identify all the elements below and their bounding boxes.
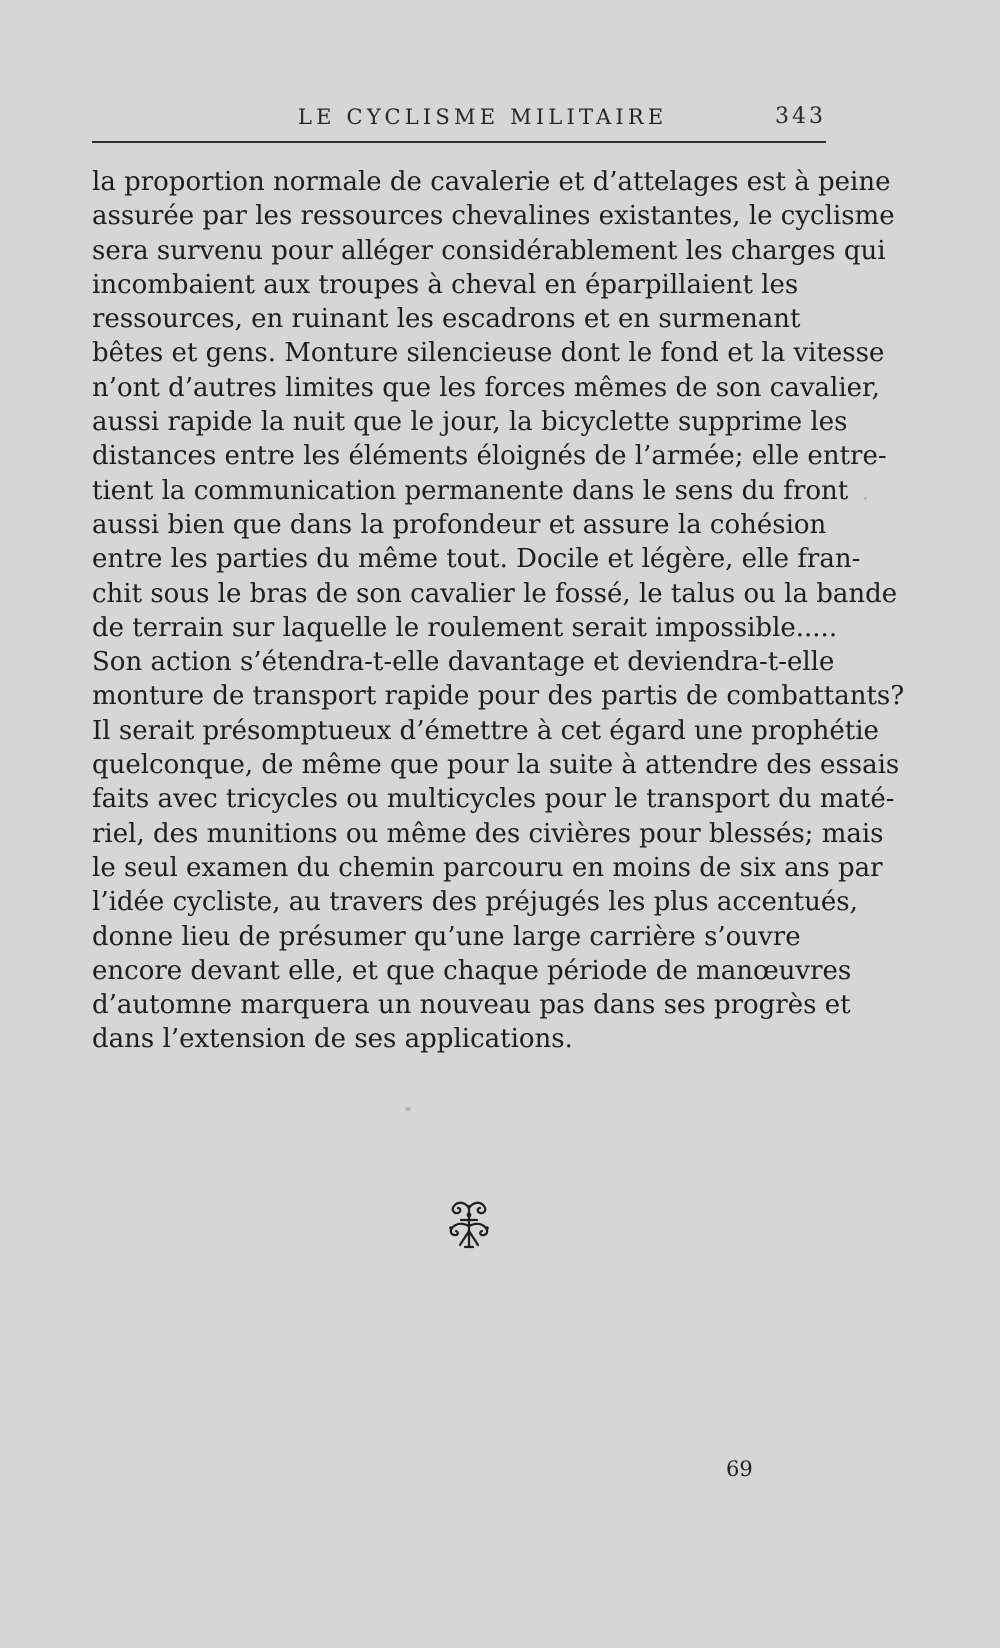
text-line: quelconque, de même que pour la suite à attendre des essais (92, 750, 900, 781)
text-line: dans l’extension de ses applications. (92, 1024, 573, 1055)
text-line: Il serait présomptueux d’émettre à cet égard une prophétie (92, 715, 879, 746)
text-line: le seul examen du chemin parcouru en moins de six ans par (92, 852, 883, 883)
text-line: aussi bien que dans la profondeur et assure la cohésion (92, 509, 827, 540)
paper-speck (405, 1107, 411, 1111)
text-line: ressources, en ruinant les escadrons et en surmenant (92, 304, 801, 335)
text-line: tient la communication permanente dans le sens du front (92, 475, 849, 506)
text-line: distances entre les éléments éloignés de l’armée; elle entre- (92, 441, 887, 472)
text-line: n’ont d’autres limites que les forces mêmes de son cavalier, (92, 372, 880, 403)
page-number: 343 (775, 104, 826, 129)
text-line: incombaient aux troupes à cheval en éparpillaient les (92, 269, 799, 300)
text-line: de terrain sur laquelle le roulement serait impossible..... (92, 612, 838, 643)
text-line: monture de transport rapide pour des partis de combattants? (92, 681, 905, 712)
text-line: la proportion normale de cavalerie et d’attelages est à peine (92, 167, 891, 197)
text-line: aussi rapide la nuit que le jour, la bicyclette supprime les (92, 407, 848, 438)
text-line: chit sous le bras de son cavalier le fossé, le talus ou la bande (92, 578, 898, 609)
paper-speck (864, 497, 867, 500)
signature-mark: 69 (726, 1457, 753, 1481)
text-line: sera survenu pour alléger considérablement les charges qui (92, 235, 886, 266)
text-line: l’idée cycliste, au travers des préjugés les plus accentués, (92, 887, 858, 918)
text-line: entre les parties du même tout. Docile et légère, elle fran- (92, 544, 861, 575)
text-line: donne lieu de présumer qu’une large carrière s’ouvre (92, 921, 801, 952)
body-text (92, 165, 905, 1057)
text-line: d’automne marquera un nouveau pas dans ses progrès et (92, 990, 851, 1021)
fleuron-ornament-icon (443, 1198, 495, 1252)
running-head (92, 100, 826, 134)
text-line: bêtes et gens. Monture silencieuse dont le fond et la vitesse (92, 338, 885, 369)
text-line: riel, des munitions ou même des civières pour blessés; mais (92, 818, 884, 849)
text-line: encore devant elle, et que chaque période de manœuvres (92, 955, 852, 986)
text-line: faits avec tricycles ou multicycles pour le transport du maté- (92, 784, 895, 815)
running-title: LE CYCLISME MILITAIRE (298, 105, 668, 129)
text-line: assurée par les ressources chevalines existantes, le cyclisme (92, 201, 895, 232)
header-rule (92, 141, 826, 143)
text-line: Son action s’étendra-t-elle davantage et deviendra-t-elle (92, 647, 835, 678)
